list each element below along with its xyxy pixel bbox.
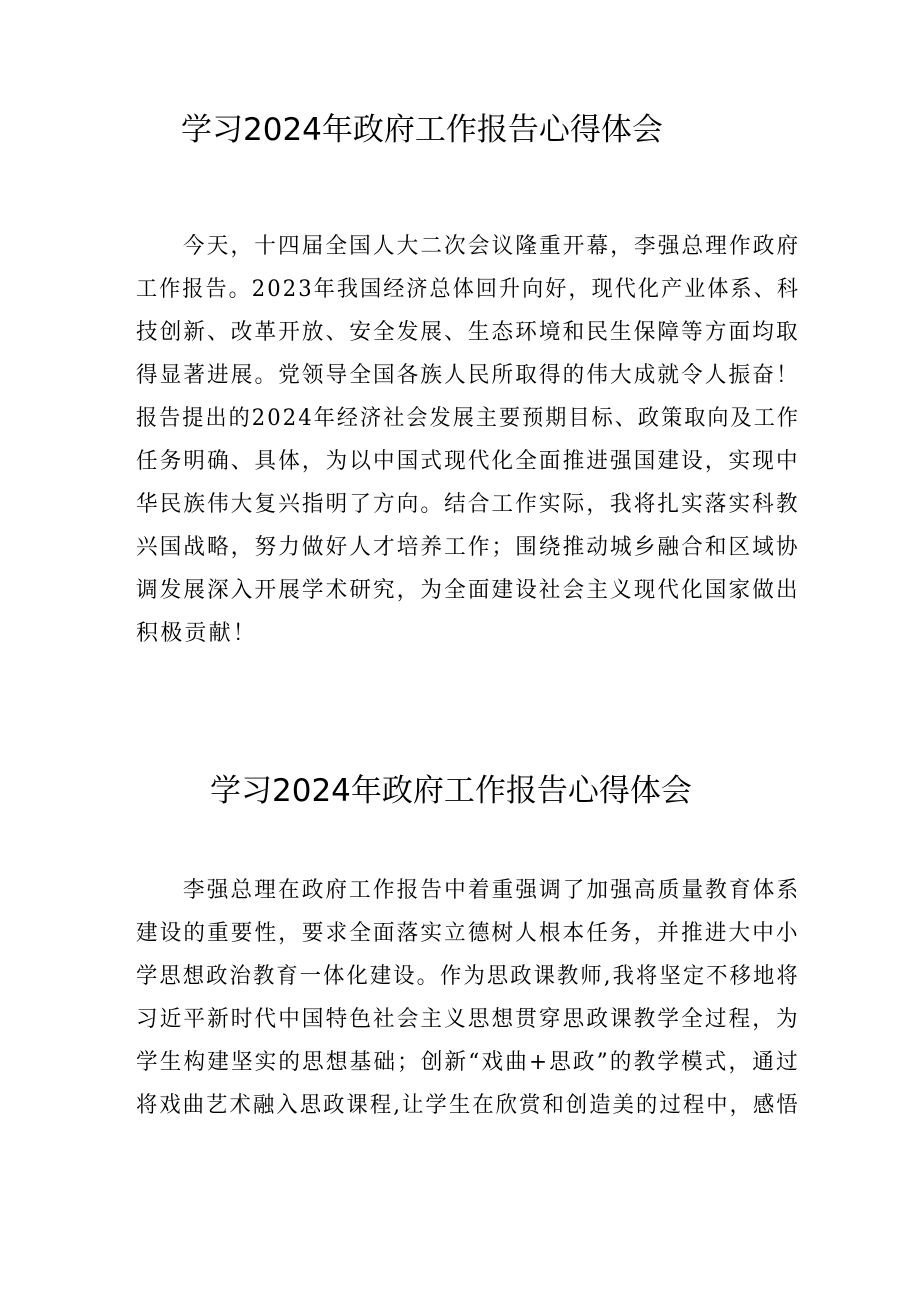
body-line: 技创新、改革开放、安全发展、生态环境和民生保障等方面均取 (136, 320, 800, 345)
body-line: 报告提出的2024年经济社会发展主要预期目标、政策取向及工作 (136, 406, 801, 431)
body-line: 兴国战略，努力做好人才培养工作；围绕推动城乡融合和区域协 (136, 535, 800, 560)
body-line: 工作报告。2023年我国经济总体回升向好，现代化产业体系、科 (136, 277, 801, 302)
body-line: 今天，十四届全国人大二次会议隆重开幕，李强总理作政府 (183, 234, 801, 259)
body-line: 任务明确、具体，为以中国式现代化全面推进强国建设，实现中 (136, 449, 800, 474)
body-line: 学思想政治教育一体化建设。作为思政课教师,我将坚定不移地将 (136, 964, 800, 989)
section-2-title: 学习2024年政府工作报告心得体会 (210, 773, 692, 809)
body-line: 李强总理在政府工作报告中着重强调了加强高质量教育体系 (183, 878, 801, 903)
body-line: 学生构建坚实的思想基础；创新“戏曲+思政”的教学模式，通过 (136, 1050, 800, 1075)
body-line: 得显著进展。党领导全国各族人民所取得的伟大成就令人振奋！ (136, 363, 800, 388)
body-line: 习近平新时代中国特色社会主义思想贯穿思政课教学全过程，为 (136, 1007, 800, 1032)
body-line: 调发展深入开展学术研究，为全面建设社会主义现代化国家做出 (136, 578, 800, 603)
body-line: 将戏曲艺术融入思政课程,让学生在欣赏和创造美的过程中，感悟 (136, 1093, 800, 1118)
body-line: 建设的重要性，要求全面落实立德树人根本任务，并推进大中小 (136, 921, 800, 946)
section-1-title: 学习2024年政府工作报告心得体会 (181, 112, 663, 148)
body-line: 华民族伟大复兴指明了方向。结合工作实际，我将扎实落实科教 (136, 492, 800, 517)
body-line: 积极贡献！ (136, 621, 258, 646)
